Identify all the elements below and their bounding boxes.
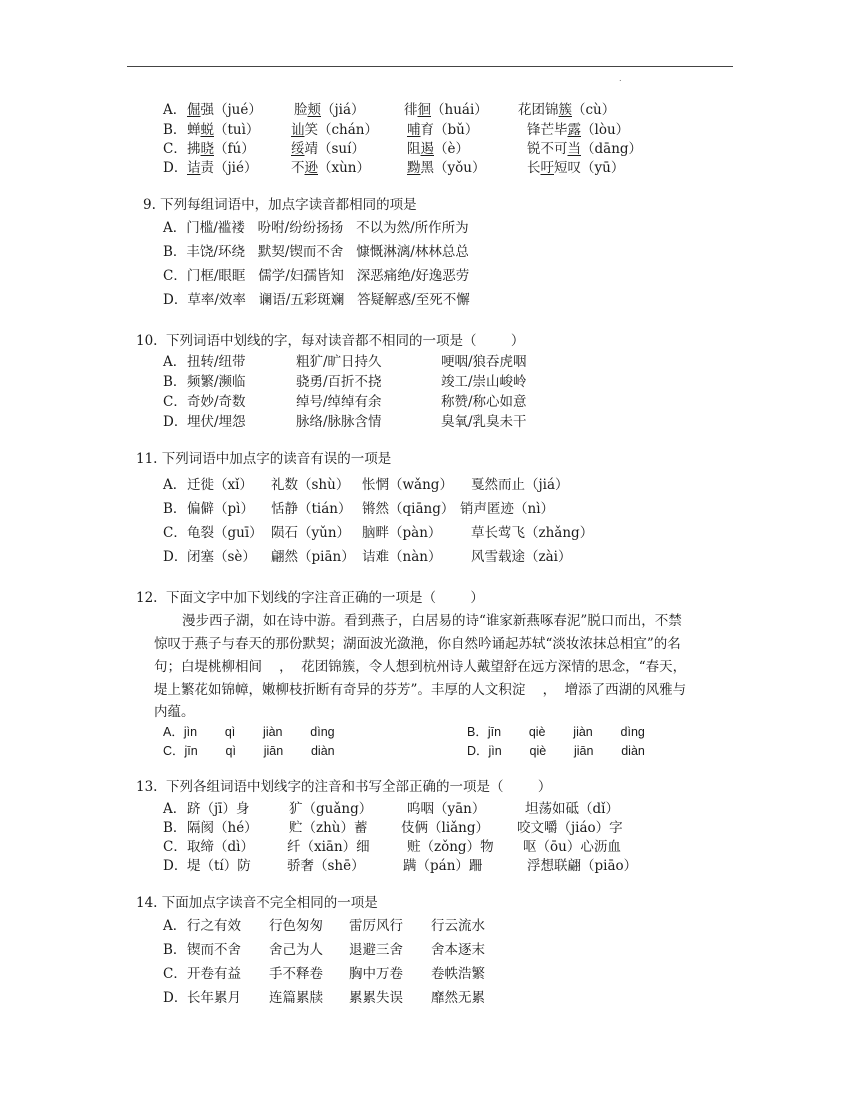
- q10-option-c: C． 奇妙/奇数 绰号/绰绰有余 称赞/称心如意: [163, 394, 527, 410]
- q14-option-b: B． 锲而不舍 舍己为人 退避三舍 舍本逐末: [163, 942, 485, 958]
- q8-d-item-4: 长吁短叹（yū）: [527, 160, 625, 176]
- q10-d-item-2: 脉络/脉脉含情: [296, 414, 382, 430]
- q10-stem: 10. 下列词语中划线的字，每对读音都不相同的一项是（ ）: [136, 333, 525, 349]
- q12-option-b: B．jīn qiè jiàn dìng: [467, 725, 645, 739]
- q12-option-a: A．jìn qì jiàn dìng: [163, 725, 335, 739]
- q8-d-item-1: 诘责（jié）: [187, 160, 258, 176]
- q10-c-item-2: 绰号/绰绰有余: [296, 394, 382, 410]
- q11-stem: 11. 下列词语中加点字的读音有误的一项是: [136, 451, 392, 467]
- q11-option-d: D． 闭塞（sè） 翩然（piān） 诘难（nàn） 风雪载途（zài）: [163, 549, 572, 565]
- q8-a-item-3: 徘徊（huái）: [404, 102, 488, 118]
- q9-option-d: D．草率/效率 谰语/五彩斑斓 答疑解惑/至死不懈: [163, 292, 470, 308]
- q8-c-item-4: 锐不可当（dāng）: [527, 141, 643, 157]
- q8-option-a: A． 倔强（jué） 脸颊（jiá） 徘徊（huái） 花团锦簇（cù）: [163, 102, 616, 118]
- q12-passage-line-1: 漫步西子湖，如在诗中游。看到燕子，白居易的诗“谁家新燕啄春泥”脱口而出，不禁: [182, 613, 682, 629]
- q12-passage-line-2: 惊叹于燕子与春天的那份默契；湖面波光潋滟，你自然吟诵起苏轼“淡妆浓抹总相宜”的名: [154, 636, 681, 652]
- q8-a-item-4: 花团锦簇（cù）: [518, 102, 616, 118]
- q11-option-c: C． 龟裂（guī） 陨石（yǔn） 脑畔（pàn） 草长莺飞（zhǎng）: [163, 525, 594, 541]
- header-mark: .: [619, 74, 622, 83]
- q12-option-d: D．jìn qiè jiān diàn: [467, 744, 645, 758]
- q8-d-item-2: 不逊（xùn）: [291, 160, 371, 176]
- q8-c-item-1: 拂晓（fú）: [187, 141, 255, 157]
- q12-passage-line-4: 堤上繁花如锦幛，嫩柳枝折断有奇异的芬芳”。丰厚的人文积淀 ， 增添了西湖的风雅与: [154, 682, 687, 698]
- q8-c-item-3: 阻遏（è）: [407, 141, 469, 157]
- q12-option-c: C．jīn qì jiān diàn: [163, 744, 335, 758]
- q9-stem: 9. 下列每组词语中，加点字读音都相同的项是: [143, 197, 417, 213]
- q10-b-item-2: 骁勇/百折不挠: [296, 374, 382, 390]
- q10-a-item-2: 粗犷/旷日持久: [296, 354, 382, 370]
- q10-b-item-3: 竣工/崇山峻岭: [441, 374, 527, 390]
- q8-b-item-1: 蝉蜕（tuì）: [187, 122, 260, 138]
- q13-option-c: C． 取缔（dì） 纤（xiān）细 赃（zǒng）物 呕（ōu）心沥血: [163, 839, 621, 855]
- q10-option-a: A． 扭转/纽带 粗犷/旷日持久 哽咽/狼吞虎咽: [163, 354, 527, 370]
- q8-option-d: D． 诘责（jié） 不逊（xùn） 黝黑（yǒu） 长吁短叹（yū）: [163, 160, 625, 176]
- q10-c-item-3: 称赞/称心如意: [441, 394, 527, 410]
- q14-option-d: D． 长年累月 连篇累牍 累累失误 靡然无累: [163, 990, 485, 1006]
- q8-option-c: C． 拂晓（fú） 绥靖（suí） 阻遏（è） 锐不可当（dāng）: [163, 141, 643, 157]
- q14-option-a: A． 行之有效 行色匆匆 雷厉风行 行云流水: [163, 918, 485, 934]
- q10-a-item-3: 哽咽/狼吞虎咽: [441, 354, 527, 370]
- q8-b-item-2: 讪笑（chán）: [291, 122, 378, 138]
- q11-option-b: B． 偏僻（pì） 恬静（tián） 锵然（qiāng） 销声匿迹（nì）: [163, 501, 555, 517]
- q10-b-item-1: 频繁/濒临: [187, 374, 246, 390]
- q8-c-item-2: 绥靖（suí）: [291, 141, 365, 157]
- q8-a-item-2: 脸颊（jiá）: [294, 102, 365, 118]
- q10-option-b: B． 频繁/濒临 骁勇/百折不挠 竣工/崇山峻岭: [163, 374, 527, 390]
- q10-option-d: D． 埋伏/埋怨 脉络/脉脉含情 臭氧/乳臭未干: [163, 414, 527, 430]
- q12-passage-line-3: 句；白堤桃柳相间 ， 花团锦簇，令人想到杭州诗人戴望舒在远方深情的思念，“春天，: [154, 659, 687, 675]
- q10-a-item-1: 扭转/纽带: [187, 354, 246, 370]
- q13-option-b: B． 隔阂（hé） 贮（zhù）蓄 伎俩（liǎng） 咬文嚼（jiáo）字: [163, 820, 623, 836]
- q13-option-a: A． 跻（jī）身 犷（guǎng） 呜咽（yān） 坦荡如砥（dǐ）: [163, 801, 619, 817]
- q14-option-c: C． 开卷有益 手不释卷 胸中万卷 卷帙浩繁: [163, 966, 485, 982]
- q11-option-a: A． 迁徙（xǐ） 礼数（shù） 怅惘（wǎng） 戛然而止（jiá）: [163, 477, 569, 493]
- q8-a-item-1: 倔强（jué）: [187, 102, 262, 118]
- q8-d-item-3: 黝黑（yǒu）: [407, 160, 486, 176]
- q9-option-b: B．丰饶/环绕 默契/锲而不舍 慷慨淋漓/林林总总: [163, 244, 469, 260]
- q10-d-item-3: 臭氧/乳臭未干: [441, 414, 527, 430]
- q14-stem: 14. 下面加点字读音不完全相同的一项是: [136, 895, 378, 911]
- q9-option-c: C．门框/眼眶 儒学/妇孺皆知 深恶痛绝/好逸恶劳: [163, 268, 470, 284]
- q10-d-item-1: 埋伏/埋怨: [187, 414, 246, 430]
- q13-stem: 13. 下列各组词语中划线字的注音和书写全部正确的一项是（ ）: [136, 779, 552, 795]
- q8-b-item-3: 哺育（bǔ）: [407, 122, 479, 138]
- q8-b-item-4: 锋芒毕露（lòu）: [527, 122, 630, 138]
- q12-stem: 12. 下面文字中加下划线的字注音正确的一项是（ ）: [136, 590, 484, 606]
- q8-option-b: B． 蝉蜕（tuì） 讪笑（chán） 哺育（bǔ） 锋芒毕露（lòu）: [163, 122, 630, 138]
- q9-option-a: A．门槛/褴褛 吩咐/纷纷扬扬 不以为然/所作所为: [163, 220, 469, 236]
- q10-c-item-1: 奇妙/奇数: [187, 394, 246, 410]
- header-rule: [127, 66, 733, 67]
- q12-passage-line-5: 内蕴。: [154, 704, 195, 720]
- q13-option-d: D． 堤（tí）防 骄奢（shē） 蹒（pán）跚 浮想联翩（piāo）: [163, 858, 638, 874]
